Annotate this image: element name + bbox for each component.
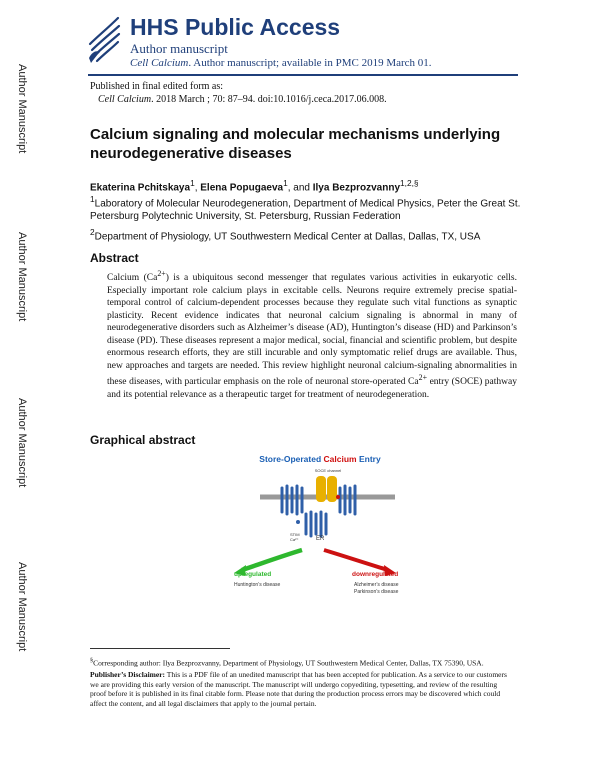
affiliation-text: Department of Physiology, UT Southwestern Medical Center at Dallas, Dallas, TX, USA (94, 231, 481, 243)
author-affiliation-mark: 1 (190, 178, 195, 188)
footnote-rule (90, 648, 230, 649)
er-label: ER (316, 536, 325, 542)
ga-title: Store-Operated Calcium Entry (259, 454, 381, 464)
disclaimer-footnote (90, 670, 515, 708)
availability-text: . Author manuscript; available in PMC 2019 March 01. (188, 57, 432, 69)
affiliation-1 (90, 193, 530, 223)
ca-label: Ca²⁺ (290, 537, 299, 542)
side-label: Author Manuscript (16, 398, 28, 488)
huntington-label: Huntington’s disease (234, 582, 281, 588)
abstract-heading: Abstract (90, 251, 139, 265)
citation (98, 94, 387, 105)
article-title: Calcium signaling and molecular mechanisms underlying neurodegenerative diseases (90, 126, 501, 162)
upregulated-arrow (242, 550, 302, 570)
author-name: Ekaterina Pchitskaya (90, 182, 191, 194)
disclaimer-text: This is a PDF file of an unedited manuscript that has been accepted for publication. As a service to our customers we are providing this early version of the manuscript. The manuscript will undergo copyediting, typesetting, and review of the resulting proof before it is published in its final citable form. Please note that during the production process errors may be discovered which could affect the content, and all legal disclaimers that apply to the journal pertain. (90, 670, 507, 708)
side-label: Author Manuscript (16, 64, 28, 154)
citation-journal: Cell Calcium (98, 94, 152, 105)
footnote-mark: § (90, 657, 94, 664)
alzheimer-label: Alzheimer’s disease (354, 582, 399, 588)
side-label: Author Manuscript (16, 232, 28, 322)
affiliation-text: Laboratory of Molecular Neurodegeneration, Department of Medical Physics, Peter the Great St. Petersburg Polytechnic University, St. Petersburg, Russian Federation (90, 198, 521, 223)
graphical-abstract-figure (220, 452, 420, 602)
er-membrane (296, 512, 326, 536)
soce-channel-label: SOCE channel (314, 468, 342, 473)
corresponding-footnote (90, 656, 515, 668)
corresponding-text: Corresponding author: Ilya Bezprozvanny, Department of Physiology, UT Southwestern Medical Center, Dallas, TX 75390, USA. (93, 658, 484, 668)
affiliation-mark: 2 (90, 227, 95, 237)
author-name: Elena Popugaeva (200, 182, 284, 194)
abstract-superscript: 2+ (418, 373, 428, 383)
author-separator: , (194, 182, 201, 194)
availability-line (130, 57, 432, 69)
abstract-superscript: 2+ (157, 269, 166, 278)
abstract-text: Calcium (Ca (107, 273, 158, 284)
hhs-eagle-logo (86, 14, 122, 66)
author-separator: , and (287, 182, 313, 194)
side-label: Author Manuscript (16, 562, 28, 652)
graphical-abstract-heading: Graphical abstract (90, 433, 196, 447)
citation-details: . 2018 March ; 70: 87–94. doi:10.1016/j.ceca.2017.06.008. (151, 94, 387, 105)
published-label: Published in final edited form as: (90, 81, 224, 92)
author-manuscript-label: Author manuscript (130, 41, 228, 56)
author-affiliation-mark: 1 (283, 178, 288, 188)
header-rule (88, 74, 518, 76)
soce-channel (316, 476, 340, 502)
author-name: Ilya Bezprozvanny (312, 182, 401, 194)
hhs-title: HHS Public Access (130, 14, 341, 40)
affiliation-2 (90, 226, 530, 243)
downregulated-arrow (324, 550, 388, 570)
disclaimer-label: Publisher’s Disclaimer: (90, 670, 166, 679)
abstract-text: ) is a ubiquitous second messenger that regulates various activities in eukaryotic cells. Especially important role calcium plays in excitable cells. Neurons require extremely precise spatial-temporal control of calcium-dependent processes because they regulate such vital functions as synaptic plasticity. Recent evidence indicates that neuronal calcium signaling is abnormal in many of neurodegenerative disorders such as Alzheimer’s disease (AD), Huntington’s disease (HD) and Parkinson’s disease (PD). These diseases represent a major medical, social, financial and scientific problem, but despite enormous research efforts, they are still incurable and only symptomatic relief drugs are available. Thus, new approaches and targets are needed. This review highlight neuronal calcium-signaling abnormalities in these diseases, with particular emphasis on the role of neuronal store-operated Ca (107, 273, 517, 388)
parkinson-label: Parkinson’s disease (354, 589, 399, 595)
affiliation-mark: 1 (90, 194, 95, 204)
footnotes (90, 656, 515, 710)
abstract-body (107, 268, 517, 401)
journal-name: Cell Calcium (130, 57, 189, 69)
downregulated-label: downregulated (352, 571, 399, 578)
author-list (90, 178, 419, 193)
upregulated-label: upregulated (234, 571, 272, 578)
stim-label: STIM (290, 532, 300, 537)
abstract-text: entry (SOCE) pathway and its potential relevance as a therapeutic target for treatment of neurodegeneration. (107, 377, 517, 400)
author-affiliation-mark: 1,2,§ (400, 178, 419, 188)
